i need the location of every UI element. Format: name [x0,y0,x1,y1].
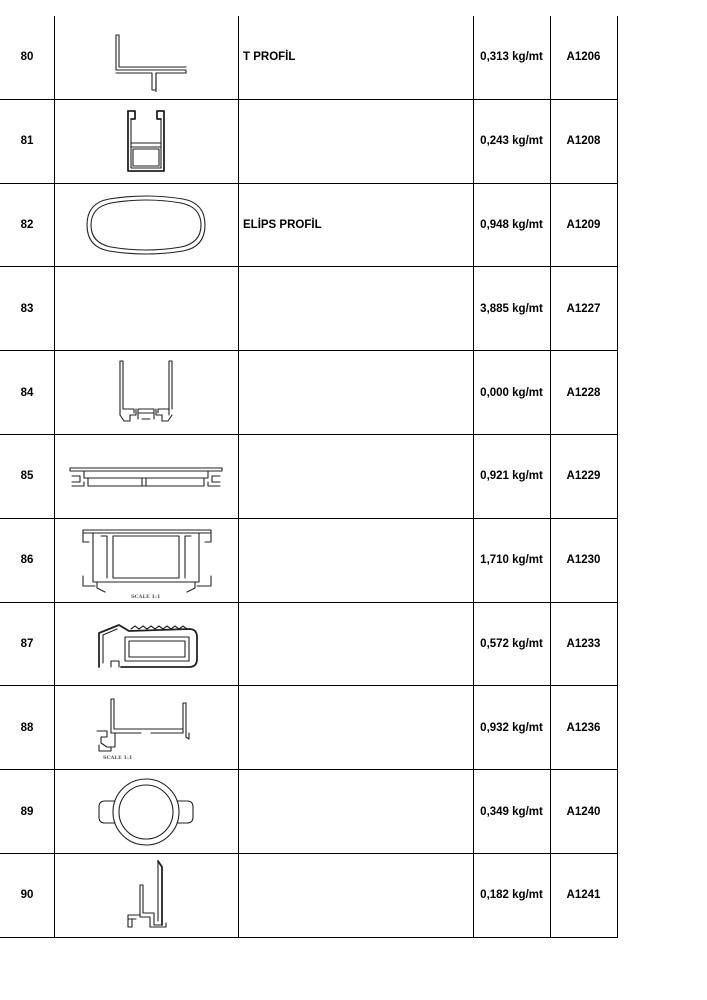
profile-code: A1230 [566,554,601,567]
profile-name [238,603,473,686]
profile-code: A1208 [566,135,601,148]
u-channel-profile-icon [54,351,238,434]
profile-weight: 0,572 kg/mt [480,637,543,650]
frame-profile-icon [54,519,238,602]
profile-code: A1236 [566,721,601,734]
table-row [0,519,618,603]
table-row [0,686,618,770]
profile-code: A1209 [566,218,601,231]
row-number: 87 [20,637,34,650]
profile-code: A1233 [566,637,601,650]
profile-weight: 3,885 kg/mt [480,302,543,315]
ring-profile-icon [54,770,238,853]
table-row [0,184,618,268]
profile-name [238,854,473,937]
table-row [0,770,618,854]
table-row [0,435,618,519]
profile-name [238,686,473,769]
svg-text:SCALE 1:1: SCALE 1:1 [131,594,161,601]
sash-profile-icon [54,603,238,686]
ellipse-profile-icon [54,184,238,267]
profile-weight: 0,948 kg/mt [480,218,543,231]
profile-weight: 0,349 kg/mt [480,805,543,818]
profile-weight: 0,932 kg/mt [480,721,543,734]
rail-profile-icon [54,686,238,769]
profile-code: A1241 [566,889,601,902]
profile-name [238,100,473,183]
profile-name [238,770,473,853]
profile-weight: 0,182 kg/mt [480,889,543,902]
row-number: 86 [20,554,34,567]
row-number: 90 [20,889,34,902]
hook-profile-icon [54,854,238,937]
row-number: 82 [20,218,34,231]
profile-weight: 1,710 kg/mt [480,554,543,567]
row-number: 83 [20,302,34,315]
profile-code: A1229 [566,470,601,483]
profile-name: T PROFİL [243,51,296,64]
table-row [0,267,618,351]
table-row [0,603,618,687]
row-number: 85 [20,470,34,483]
profile-table [0,16,618,938]
row-number: 81 [20,135,34,148]
profile-name [238,267,473,350]
profile-code: A1240 [566,805,601,818]
profile-code: A1228 [566,386,601,399]
table-row [0,854,618,938]
profile-code: A1206 [566,51,601,64]
row-number: 80 [20,51,34,64]
row-number: 88 [20,721,34,734]
flat-panel-profile-icon [54,435,238,518]
table-row [0,100,618,184]
box-channel-profile-icon [54,100,238,183]
profile-image-empty [54,267,238,350]
profile-name [238,351,473,434]
table-row [0,351,618,435]
table-row [0,16,618,100]
profile-weight: 0,313 kg/mt [480,51,543,64]
profile-weight: 0,243 kg/mt [480,135,543,148]
t-profile-icon [54,16,238,99]
row-number: 89 [20,805,34,818]
profile-name [238,519,473,602]
profile-code: A1227 [566,302,601,315]
row-number: 84 [20,386,34,399]
svg-text:SCALE 1:1: SCALE 1:1 [103,754,133,761]
profile-name: ELİPS PROFİL [243,218,322,231]
profile-weight: 0,000 kg/mt [480,386,543,399]
profile-weight: 0,921 kg/mt [480,470,543,483]
profile-name [238,435,473,518]
